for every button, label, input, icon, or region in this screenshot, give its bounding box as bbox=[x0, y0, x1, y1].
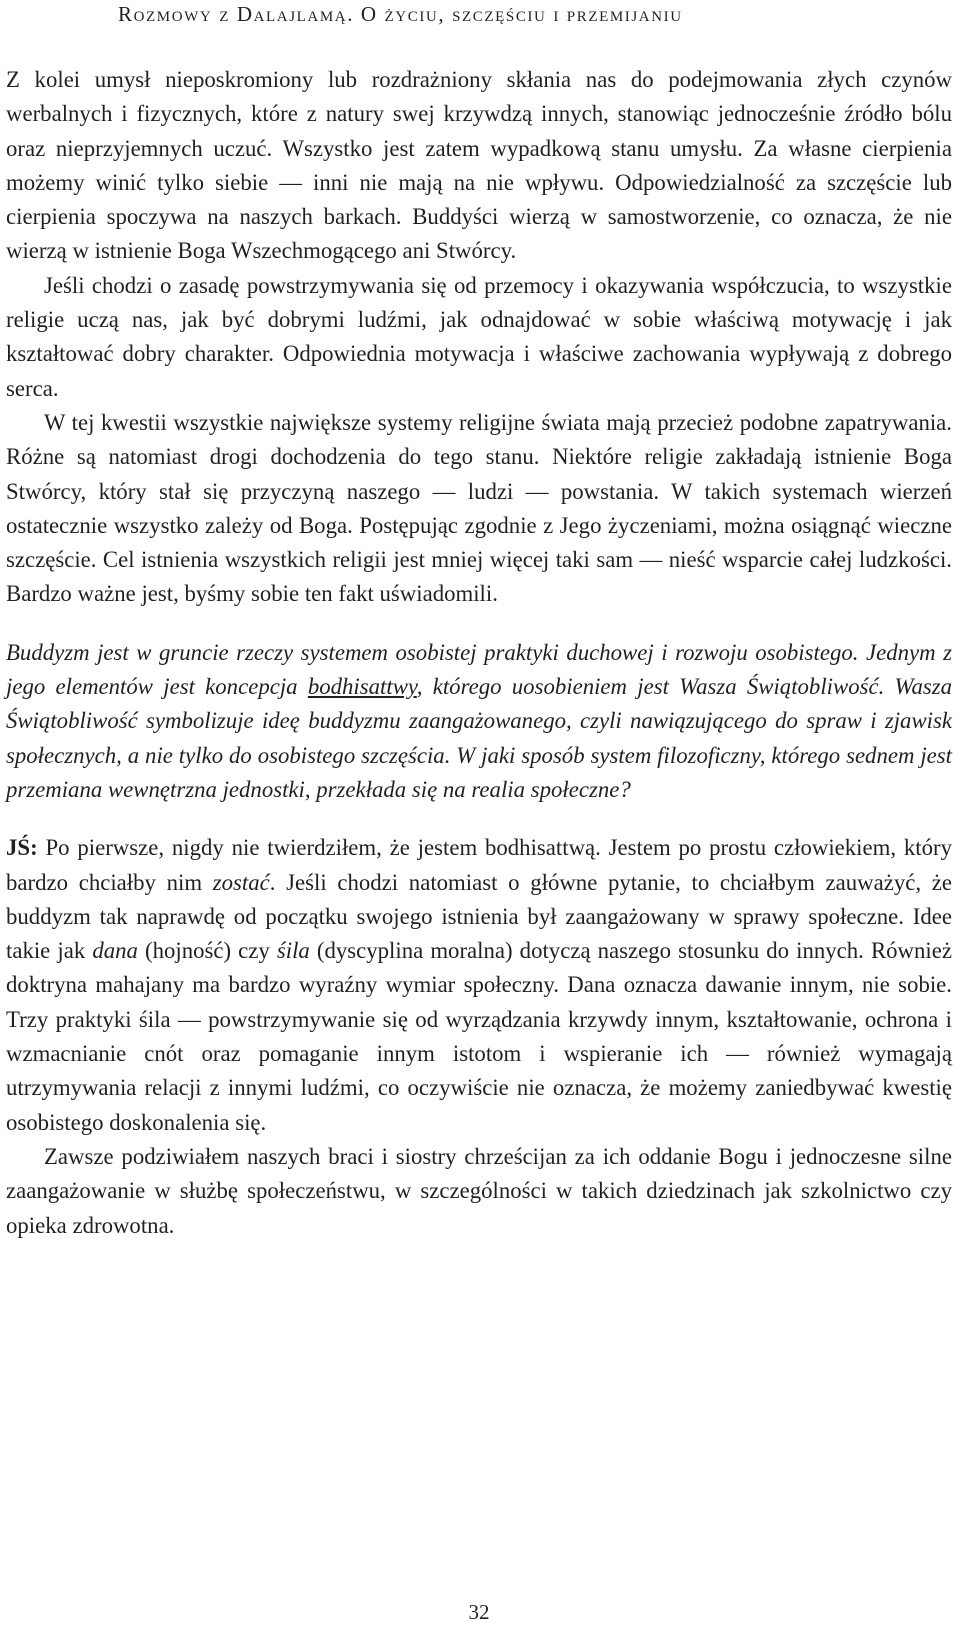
answer-term-sila: śila bbox=[276, 938, 310, 964]
question-text-after: , którego uosobieniem jest Wasza Świątobliwość. Wasza Świątobliwość symbolizuje ideę buddyzmu zaangażowanego, czyli nawiązującego do spraw i zjawisk społecznych, a nie tylko do osobistego szczęścia. W jaki sposób system filozoficzny, którego sednem jest przemiana wewnętrzna jednostki, przekłada się na realia społeczne? bbox=[6, 674, 952, 802]
paragraph-nonviolence-compassion: Jeśli chodzi o zasadę powstrzymywania się od przemocy i okazywania współczucia, to wszystkie religie uczą nas, jak być dobrymi ludźmi, jak odnajdować w sobie właściwą motywację i jak kształtować dobry charakter. Odpowiednia motywacja i właściwe zachowania wypływają z dobrego serca. bbox=[6, 272, 952, 401]
answer-text-2: . Jeśli chodzi natomiast o główne pytanie, to chciałbym zauważyć, że buddyzm tak naprawdę od początku swojego istnienia był zaangażowany w sprawy społeczne. Idee takie jak bbox=[6, 869, 952, 964]
page-number: 32 bbox=[468, 1600, 490, 1624]
answer-text-4: (dyscyplina moralna) dotyczą naszego stosunku do innych. Również doktryna mahajany ma bardzo wyraźny wymiar społeczny. Dana oznacza dawanie innym, nie sobie. Trzy praktyki śila — powstrzymywanie się od wyrządzania krzywdy innym, kształtowanie, ochrona i wzmacnianie cnót oraz pomaganie innym istotom i wspieranie ich — również wymagają utrzymywania relacji z innymi ludźmi, co oczywiście nie oznacza, że możemy zaniedbywać kwestię osobistego doskonalenia się. bbox=[6, 938, 952, 1135]
paragraph-mind-causes-suffering: Z kolei umysł nieposkromiony lub rozdrażniony skłania nas do podejmowania złych czynów werbalnych i fizycznych, które z natury swej krzywdzą innych, stanowiąc jednocześnie źródło bólu oraz nieprzyjemnych uczuć. Wszystko jest zatem wypadkową stanu umysłu. Za własne cierpienia możemy winić tylko siebie — inni nie mają na nie wpływu. Odpowiedzialność za szczęście lub cierpienia spoczywa na naszych barkach. Buddyści wierzą w samostworzenie, co oznacza, że nie wierzą w istnienie Boga Wszechmogącego ani Stwórcy. bbox=[6, 67, 952, 264]
question-term-bodhisattwy: bodhisattwy bbox=[307, 674, 417, 700]
answer-text-1: Po pierwsze, nigdy nie twierdziłem, że jestem bodhisattwą. Jestem po prostu człowiekiem, który bardzo chciałby nim bbox=[6, 835, 952, 895]
book-page bbox=[6, 0, 952, 1635]
paragraph-christians-admiration: Zawsze podziwiałem naszych braci i siostry chrześcijan za ich oddanie Bogu i jednoczesne silne zaangażowanie w służbę społeczeństwu, w szczególności w takich dziedzinach jak szkolnictwo czy opieka zdrowotna. bbox=[6, 1143, 952, 1238]
answer-term-dana: dana bbox=[92, 938, 138, 964]
speaker-label: JŚ: bbox=[6, 835, 38, 861]
question-text-before: Buddyzm jest w gruncie rzeczy systemem osobistej praktyki duchowej i rozwoju osobistego. Jednym z jego elementów jest koncepcja bbox=[6, 639, 952, 700]
answer-emphasis-zostac: zostać bbox=[212, 869, 270, 895]
paragraph-religions-views: W tej kwestii wszystkie największe systemy religijne świata mają przecież podobne zapatrywania. Różne są natomiast drogi dochodzenia do tego stanu. Niektóre religie zakładają istnienie Boga Stwórcy, który stał się przyczyną naszego — ludzi — powstania. W takich systemach wierzeń ostatecznie wszystko zależy od Boga. Postępując zgodnie z Jego życzeniami, można osiągnąć wieczne szczęście. Cel istnienia wszystkich religii jest mniej więcej taki sam — nieść wsparcie całej ludzkości. Bardzo ważne jest, byśmy sobie ten fakt uświadomili. bbox=[6, 409, 952, 607]
interviewer-question bbox=[6, 636, 952, 807]
answer-text-3: (hojność) czy bbox=[137, 938, 277, 964]
running-header: Rozmowy z Dalajlamą. O życiu, szczęściu i przemijaniu bbox=[118, 2, 683, 26]
body-text bbox=[6, 63, 952, 1243]
dalai-lama-answer bbox=[6, 831, 952, 1140]
